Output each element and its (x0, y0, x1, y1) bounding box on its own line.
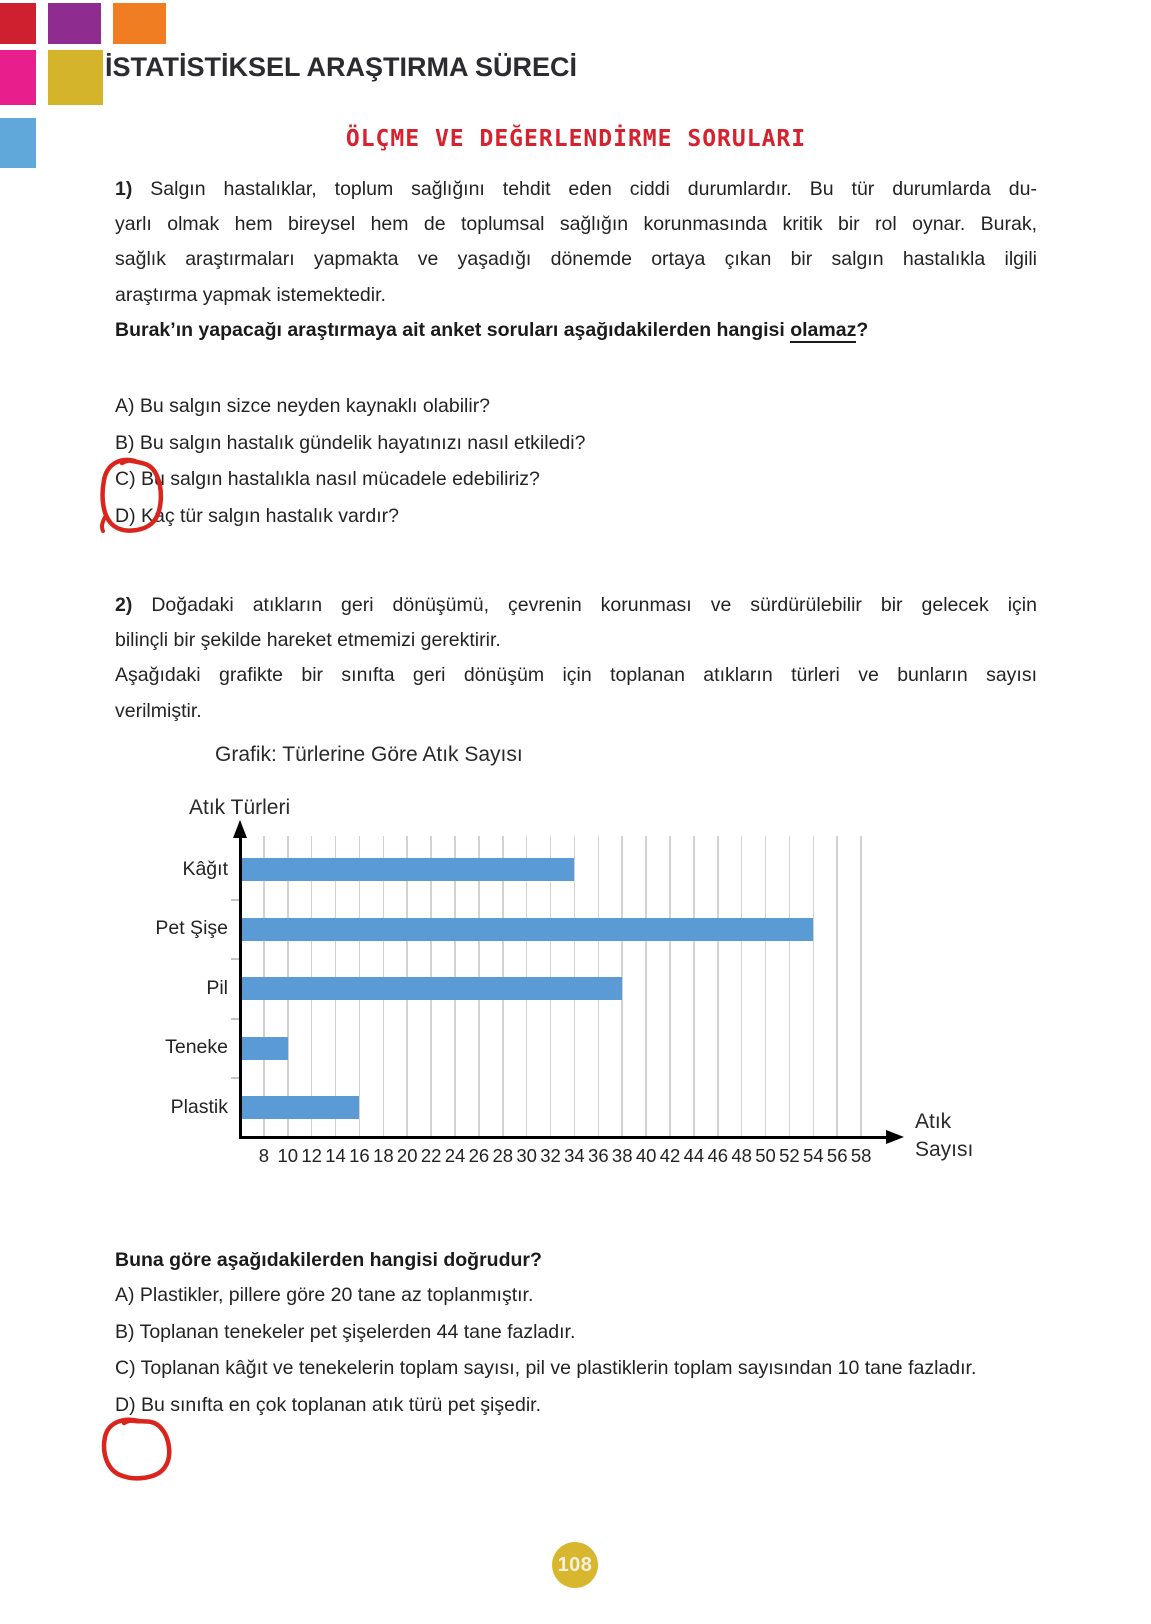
chart-x-tick-label: 44 (683, 1145, 705, 1166)
question2-options (115, 1277, 1037, 1423)
section-heading: ÖLÇME VE DEĞERLENDİRME SORULARI (345, 126, 807, 152)
chart-gridline (645, 836, 647, 1137)
question1-number: 1) (115, 178, 133, 200)
chart-x-tick-label: 20 (396, 1145, 418, 1166)
chart-x-tick-label: 54 (803, 1145, 824, 1166)
question2-paragraph (115, 588, 1037, 729)
chart-gridline (860, 836, 862, 1137)
chart-gridline (359, 836, 361, 1137)
question2-number: 2) (115, 594, 133, 616)
question1-paragraph (115, 172, 1037, 313)
chart-x-tick-label: 50 (755, 1145, 776, 1166)
chart-bar-pil (242, 977, 622, 1000)
question1-options (115, 388, 1037, 534)
page-number-badge (552, 1542, 598, 1588)
chart-x-tick-label: 56 (826, 1145, 848, 1166)
chart-category-label: Teneke (165, 1036, 228, 1059)
chart-x-tick-label: 28 (492, 1145, 514, 1166)
chart-bar-plastik (242, 1096, 359, 1119)
chart-x-tick-label: 22 (420, 1145, 442, 1166)
chart-gridline (669, 836, 671, 1137)
question2-prompt: Buna göre aşağıdakilerden hangisi doğrudur? (115, 1249, 542, 1271)
chart-gridline (406, 836, 408, 1137)
chart-gridline (717, 836, 719, 1137)
question2-line: bilinçli bir şekilde hareket etmemizi gerektirir. (115, 629, 501, 652)
chart-gridline (550, 836, 552, 1137)
question2-line: verilmiştir. (115, 699, 202, 722)
question1-prompt-underlined: olamaz (790, 319, 857, 341)
question1-prompt-suffix: ? (856, 319, 869, 341)
question2-option-A: A) Plastikler, pillere göre 20 tane az toplanmıştır. (115, 1284, 534, 1306)
chart-gridline (813, 836, 815, 1137)
chart-x-tick-label: 40 (635, 1145, 657, 1166)
question1-line: 1) Salgın hastalıklar, toplum sağlığını tehdit eden ciddi durumlardır. Bu tür durumlarda du- (115, 178, 1037, 200)
chart-x-axis-label: Atık Sayısı (915, 1110, 974, 1161)
chart-x-tick-label: 16 (349, 1145, 370, 1166)
question2-option-C: C) Toplanan kâğıt ve tenekelerin toplam sayısı, pil ve plastiklerin toplam sayısından 10 tane fazladır. (115, 1357, 977, 1379)
chart-x-tick-label: 48 (731, 1145, 752, 1166)
chart-x-tick-label: 24 (444, 1145, 466, 1166)
answer-circle-annotation-q2 (99, 1416, 175, 1482)
chart-y-axis-tick (231, 899, 240, 901)
chart-x-tick-label: 42 (659, 1145, 681, 1166)
chart-y-axis-tick (231, 1077, 240, 1079)
chart-x-tick-label: 14 (325, 1145, 346, 1166)
chart-y-axis-tick (231, 1018, 240, 1020)
chart-gridline (621, 836, 623, 1137)
chart-gridline (502, 836, 504, 1137)
chart-gridline (789, 836, 791, 1137)
question2-option-B: B) Toplanan tenekeler pet şişelerden 44 tane fazladır. (115, 1320, 576, 1343)
chart-y-axis-label: Atık Türleri (189, 796, 291, 819)
chart-title: Grafik: Türlerine Göre Atık Sayısı (215, 743, 523, 766)
chart-gridline (741, 836, 743, 1137)
chart-category-label: Pil (206, 976, 228, 999)
chart-gridline (598, 836, 600, 1137)
deco-square-blue (0, 118, 36, 168)
chart-gridline (765, 836, 767, 1137)
deco-square-yellow (48, 50, 103, 105)
chart-gridline (526, 836, 528, 1137)
chart-gridline (454, 836, 456, 1137)
chart-bar-teneke (242, 1037, 288, 1060)
chart-y-axis-arrow (233, 820, 247, 838)
chart-gridline (287, 836, 289, 1137)
chart-x-tick-label: 30 (516, 1145, 537, 1166)
question1-line: yarlı olmak hem bireysel hem de toplumsal sağlığın korunmasında kritik bir rol oynar. Burak, (115, 213, 1037, 236)
chart-gridline (263, 836, 265, 1137)
chart-gridline (478, 836, 480, 1137)
chart-x-tick-label: 38 (611, 1145, 633, 1166)
question1-prompt (115, 313, 1037, 348)
question1-option-C: C) Bu salgın hastalıkla nasıl mücadele edebiliriz? (115, 468, 540, 490)
chart-x-tick-label: 8 (258, 1145, 270, 1166)
chart-x-tick-label: 36 (588, 1145, 609, 1166)
question1-prompt-prefix: Burak’ın yapacağı araştırmaya ait anket soruları aşağıdakilerden hangisi (115, 319, 791, 341)
chart-category-label: Plastik (170, 1095, 228, 1118)
chart-x-tick-label: 46 (707, 1145, 729, 1166)
deco-square-orange (113, 3, 166, 44)
chart-gridline (693, 836, 695, 1137)
chart-gridline (836, 836, 838, 1137)
chart-x-tick-label: 32 (540, 1145, 561, 1166)
chapter-title: İSTATİSTİKSEL ARAŞTIRMA SÜRECİ (105, 52, 578, 82)
question1-option-D: D) Kaç tür salgın hastalık vardır? (115, 504, 399, 527)
chart-gridline (430, 836, 432, 1137)
question1-option-B: B) Bu salgın hastalık gündelik hayatınızı nasıl etkiledi? (115, 431, 586, 454)
chart-category-label: Kâğıt (182, 857, 228, 880)
chart-category-label: Pet Şişe (155, 917, 228, 940)
question1-line: sağlık araştırmaları yapmakta ve yaşadığı dönemde ortaya çıkan bir salgın hastalıkla ilgili (115, 248, 1037, 271)
chart-x-tick-label: 34 (564, 1145, 585, 1166)
question2-line: Aşağıdaki grafikte bir sınıfta geri dönüşüm için toplanan atıkların türleri ve bunların sayısı (115, 664, 1037, 687)
page-number: 108 (557, 1553, 593, 1576)
chart-y-axis (239, 838, 242, 1139)
chart-x-axis (239, 1136, 887, 1139)
chart-bar-pet-şişe (242, 918, 813, 941)
chart-gridline (335, 836, 337, 1137)
chart-y-axis-tick (231, 958, 240, 960)
deco-square-purple (48, 3, 101, 44)
chart-x-axis-arrow (886, 1130, 904, 1144)
question2-option-D: D) Bu sınıfta en çok toplanan atık türü pet şişedir. (115, 1393, 541, 1416)
deco-square-red (0, 3, 36, 44)
chart-x-tick-label: 58 (850, 1145, 872, 1166)
chart-gridline (383, 836, 385, 1137)
question1-option-A: A) Bu salgın sizce neyden kaynaklı olabilir? (115, 395, 491, 417)
chart-gridline (574, 836, 576, 1137)
chart-gridline (311, 836, 313, 1137)
question2-line: 2) Doğadaki atıkların geri dönüşümü, çevrenin korunması ve sürdürülebilir bir gelecek için (115, 594, 1037, 616)
chart-x-tick-label: 26 (468, 1145, 490, 1166)
chart-x-tick-label: 10 (277, 1145, 299, 1166)
chart-x-tick-label: 18 (373, 1145, 394, 1166)
chart-x-tick-label: 52 (779, 1145, 800, 1166)
chart-x-tick-label: 12 (301, 1145, 322, 1166)
question1-line: araştırma yapmak istemektedir. (115, 283, 386, 306)
deco-square-magenta (0, 50, 36, 105)
chart-bar-kâğıt (242, 858, 574, 881)
